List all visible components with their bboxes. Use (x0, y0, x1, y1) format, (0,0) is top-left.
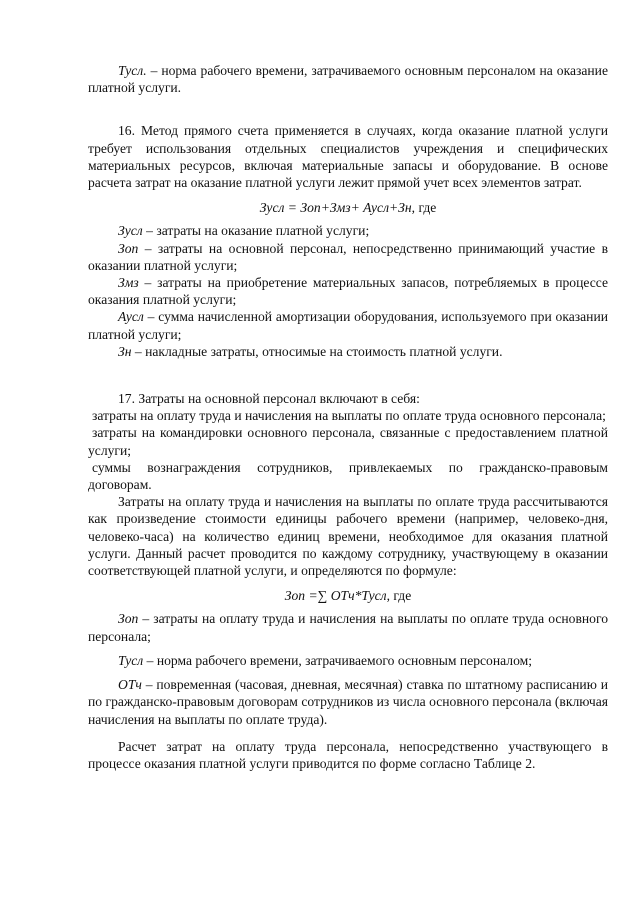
definition-text: – затраты на основной персонал, непосредственно принимающий участие в оказании платной услуги; (88, 240, 608, 273)
formula-suffix: , где (386, 588, 412, 604)
term: Зоп (118, 611, 139, 627)
paragraph-labor-costs: Затраты на оплату труда и начисления на выплаты по оплате труда рассчитываются как произведение стоимости единицы рабочего времени (например, человеко-дня, человеко-часа) на количество единиц времени, необходимое для оказания платной услуги. Данный расчет проводится по каждому сотруднику, участвующему в оказании соответствующей платной услуги, и определяются по формуле: (88, 494, 608, 579)
formula-expression: Зоп =∑ ОТч*Тусл (284, 588, 387, 604)
definition-text: – норма рабочего времени, затрачиваемого основным персоналом; (143, 652, 532, 668)
term: Тусл (118, 652, 144, 668)
definition-ausl (88, 308, 608, 342)
formula-zusl (88, 199, 608, 216)
definition-tusl (88, 652, 608, 669)
list-item-1: затраты на оплату труда и начисления на выплаты по оплате труда основного персонала; (92, 408, 606, 424)
formula-zop (88, 587, 608, 604)
definition-zmz (88, 274, 608, 308)
term: Зоп (118, 240, 139, 256)
paragraph-tusl-definition (88, 62, 608, 96)
definition-zusl (88, 222, 608, 239)
term: ОТч (118, 677, 142, 693)
list-item-2: затраты на командировки основного персонала, связанные с предоставлением платной услуги; (88, 425, 608, 458)
definition-zop-2 (88, 610, 608, 644)
paragraph-17: 17. Затраты на основной персонал включают в себя: (118, 391, 420, 407)
definition-zop (88, 240, 608, 274)
definition-text: – затраты на оказание платной услуги; (142, 223, 370, 239)
paragraph-table-2-reference: Расчет затрат на оплату труда персонала, непосредственно участвующего в процессе оказания платной услуги приводится по форме согласно Таблице 2. (88, 738, 608, 771)
definition-text: – затраты на приобретение материальных запасов, потребляемых в процессе оказания платной услуги; (88, 275, 608, 308)
term: Тусл. (118, 63, 147, 78)
term: Зусл (118, 223, 143, 239)
formula-suffix: , где (411, 200, 437, 216)
formula-expression: Зусл = Зоп+Змз+ Аусл+Зн (259, 200, 412, 216)
paragraph-16: 16. Метод прямого счета применяется в случаях, когда оказание платной услуги требует использования отдельных специалистов учреждения и специфических материальных ресурсов, включая материальные запасы и оборудование. В основе расчета затрат на оказание платной услуги лежит прямой учет всех элементов затрат. (88, 123, 608, 191)
term: Аусл (118, 309, 144, 325)
definition-zn (88, 343, 608, 360)
definition-otch (88, 676, 608, 728)
definition-text: – сумма начисленной амортизации оборудования, используемого при оказании платной услуги; (88, 309, 608, 342)
term: Зн (118, 343, 132, 359)
definition-text: – затраты на оплату труда и начисления на выплаты по оплате труда основного персонала; (88, 611, 608, 644)
definition-text: – накладные затраты, относимые на стоимость платной услуги. (131, 343, 503, 359)
term: Змз (118, 275, 139, 291)
list-item-3: суммы вознаграждения сотрудников, привлекаемых по гражданско-правовым договорам. (88, 459, 608, 493)
definition-text: – норма рабочего времени, затрачиваемого основным персоналом на оказание платной услуги. (88, 63, 608, 96)
definition-text: – повременная (часовая, дневная, месячная) ставка по штатному расписанию и по гражданско-правовым договорам сотрудников из числа основного персонала (включая начисления на выплаты по оплате труда). (88, 677, 608, 727)
